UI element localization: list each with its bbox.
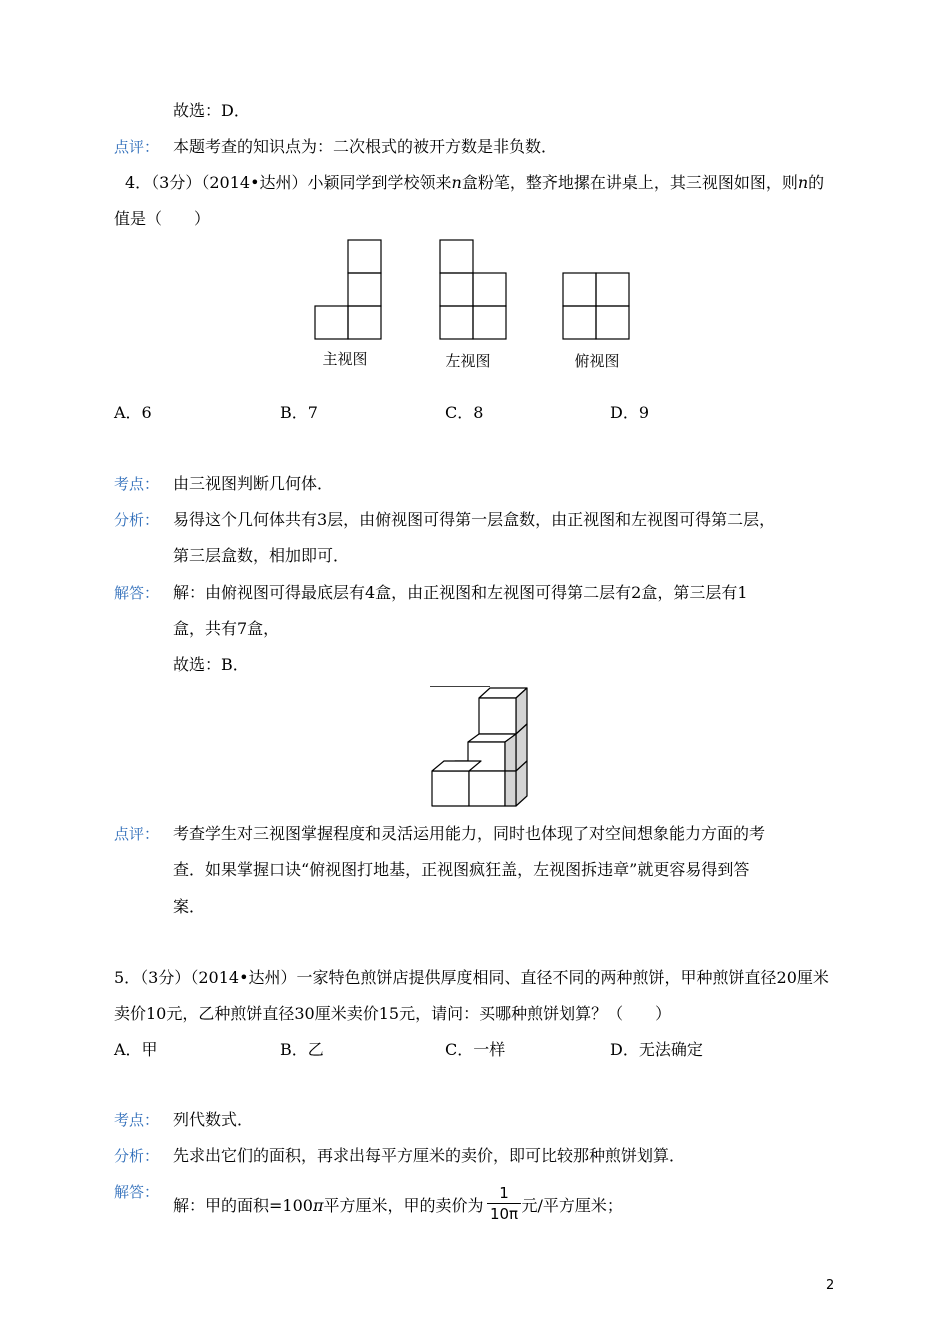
- q4-jieda-3: 故选：B．: [173, 655, 249, 674]
- fraction-denominator: 10π: [489, 1205, 519, 1223]
- stacked-cubes-figure: [428, 684, 532, 810]
- q4-var-n2: n: [797, 173, 809, 192]
- q4-fenxi-2: 第三层盒数，相加即可．: [173, 546, 350, 565]
- q5-option-a: A．甲: [114, 1040, 158, 1059]
- front-view-drawing: [315, 240, 381, 339]
- q4-stem-c: 的: [808, 173, 825, 192]
- q4-dianping-2: 查．如果掌握口诀“俯视图打地基，正视图疯狂盖，左视图拆违章”就更容易得到答: [173, 860, 750, 879]
- q4-jieda-2: 盒，共有7盒，: [173, 619, 280, 638]
- q5-stem-line1: 5．（3分）（2014•达州）一家特色煎饼店提供厚度相同、直径不同的两种煎饼，甲种煎饼直径20厘米: [114, 968, 829, 987]
- q5-jieda-c: 元/平方厘米；: [521, 1196, 623, 1215]
- front-view-label: 主视图: [322, 350, 368, 368]
- q4-kaodian: 由三视图判断几何体．: [173, 474, 334, 493]
- q5-fenxi: 先求出它们的面积，再求出每平方厘米的卖价，即可比较那种煎饼划算．: [173, 1146, 686, 1165]
- q3-comment-text: 本题考查的知识点为：二次根式的被开方数是非负数．: [173, 137, 558, 156]
- left-view-label: 左视图: [445, 352, 491, 370]
- q3-choice: 故选：D．: [173, 101, 250, 120]
- q5-jieda-label: 解答：: [114, 1183, 160, 1201]
- q4-var-n: n: [451, 173, 462, 192]
- q4-kaodian-label: 考点：: [114, 475, 160, 493]
- q4-jieda-label: 解答：: [114, 584, 160, 602]
- q5-option-d: D．无法确定: [610, 1040, 703, 1059]
- top-view-drawing: [563, 273, 629, 339]
- q4-option-a: A．6: [114, 403, 152, 422]
- q5-kaodian-label: 考点：: [114, 1111, 160, 1129]
- q5-jieda-b: 平方厘米，甲的卖价为: [323, 1196, 484, 1215]
- cube-stack: [432, 688, 527, 806]
- q4-option-c: C．8: [445, 403, 484, 422]
- q4-dianping-label: 点评：: [114, 825, 160, 843]
- q4-dianping-1: 考查学生对三视图掌握程度和灵活运用能力，同时也体现了对空间想象能力方面的考: [173, 824, 766, 843]
- q4-stem-line2: 值是（ ）: [114, 209, 211, 228]
- three-views-figure: [300, 236, 640, 376]
- q5-kaodian: 列代数式．: [173, 1110, 254, 1129]
- q5-fenxi-label: 分析：: [114, 1147, 160, 1165]
- q4-stem-line1: [125, 173, 824, 193]
- q3-comment-label: 点评：: [114, 138, 160, 156]
- q4-option-b: B．7: [280, 403, 318, 422]
- q4-stem-b: 盒粉笔，整齐地摞在讲桌上，其三视图如图，则: [461, 173, 798, 192]
- fraction-numerator: 1: [499, 1184, 509, 1202]
- left-view-drawing: [440, 240, 506, 339]
- q5-jieda-pi: π: [312, 1196, 324, 1215]
- q4-dianping-3: 案．: [173, 897, 206, 916]
- q5-stem-line2: 卖价10元，乙种煎饼直径30厘米卖价15元，请问：买哪种煎饼划算？（ ）: [114, 1004, 672, 1023]
- top-view-label: 俯视图: [574, 352, 620, 370]
- q4-fenxi-1: 易得这个几何体共有3层，由俯视图可得第一层盒数，由正视图和左视图可得第二层，: [173, 510, 776, 529]
- q4-option-d: D．9: [610, 403, 650, 422]
- q4-jieda-1: 解：由俯视图可得最底层有4盒，由正视图和左视图可得第二层有2盒，第三层有1: [173, 583, 748, 602]
- page-number: 2: [826, 1278, 835, 1293]
- q5-option-c: C．一样: [445, 1040, 506, 1059]
- q5-option-b: B．乙: [280, 1040, 324, 1059]
- q4-stem-a: 4．（3分）（2014•达州）小颖同学到学校领来: [125, 173, 452, 192]
- q4-fenxi-label: 分析：: [114, 511, 160, 529]
- q5-jieda-a: 解：甲的面积=100: [173, 1196, 313, 1215]
- fraction-bar: [487, 1203, 521, 1204]
- q5-jieda-line: [173, 1196, 623, 1216]
